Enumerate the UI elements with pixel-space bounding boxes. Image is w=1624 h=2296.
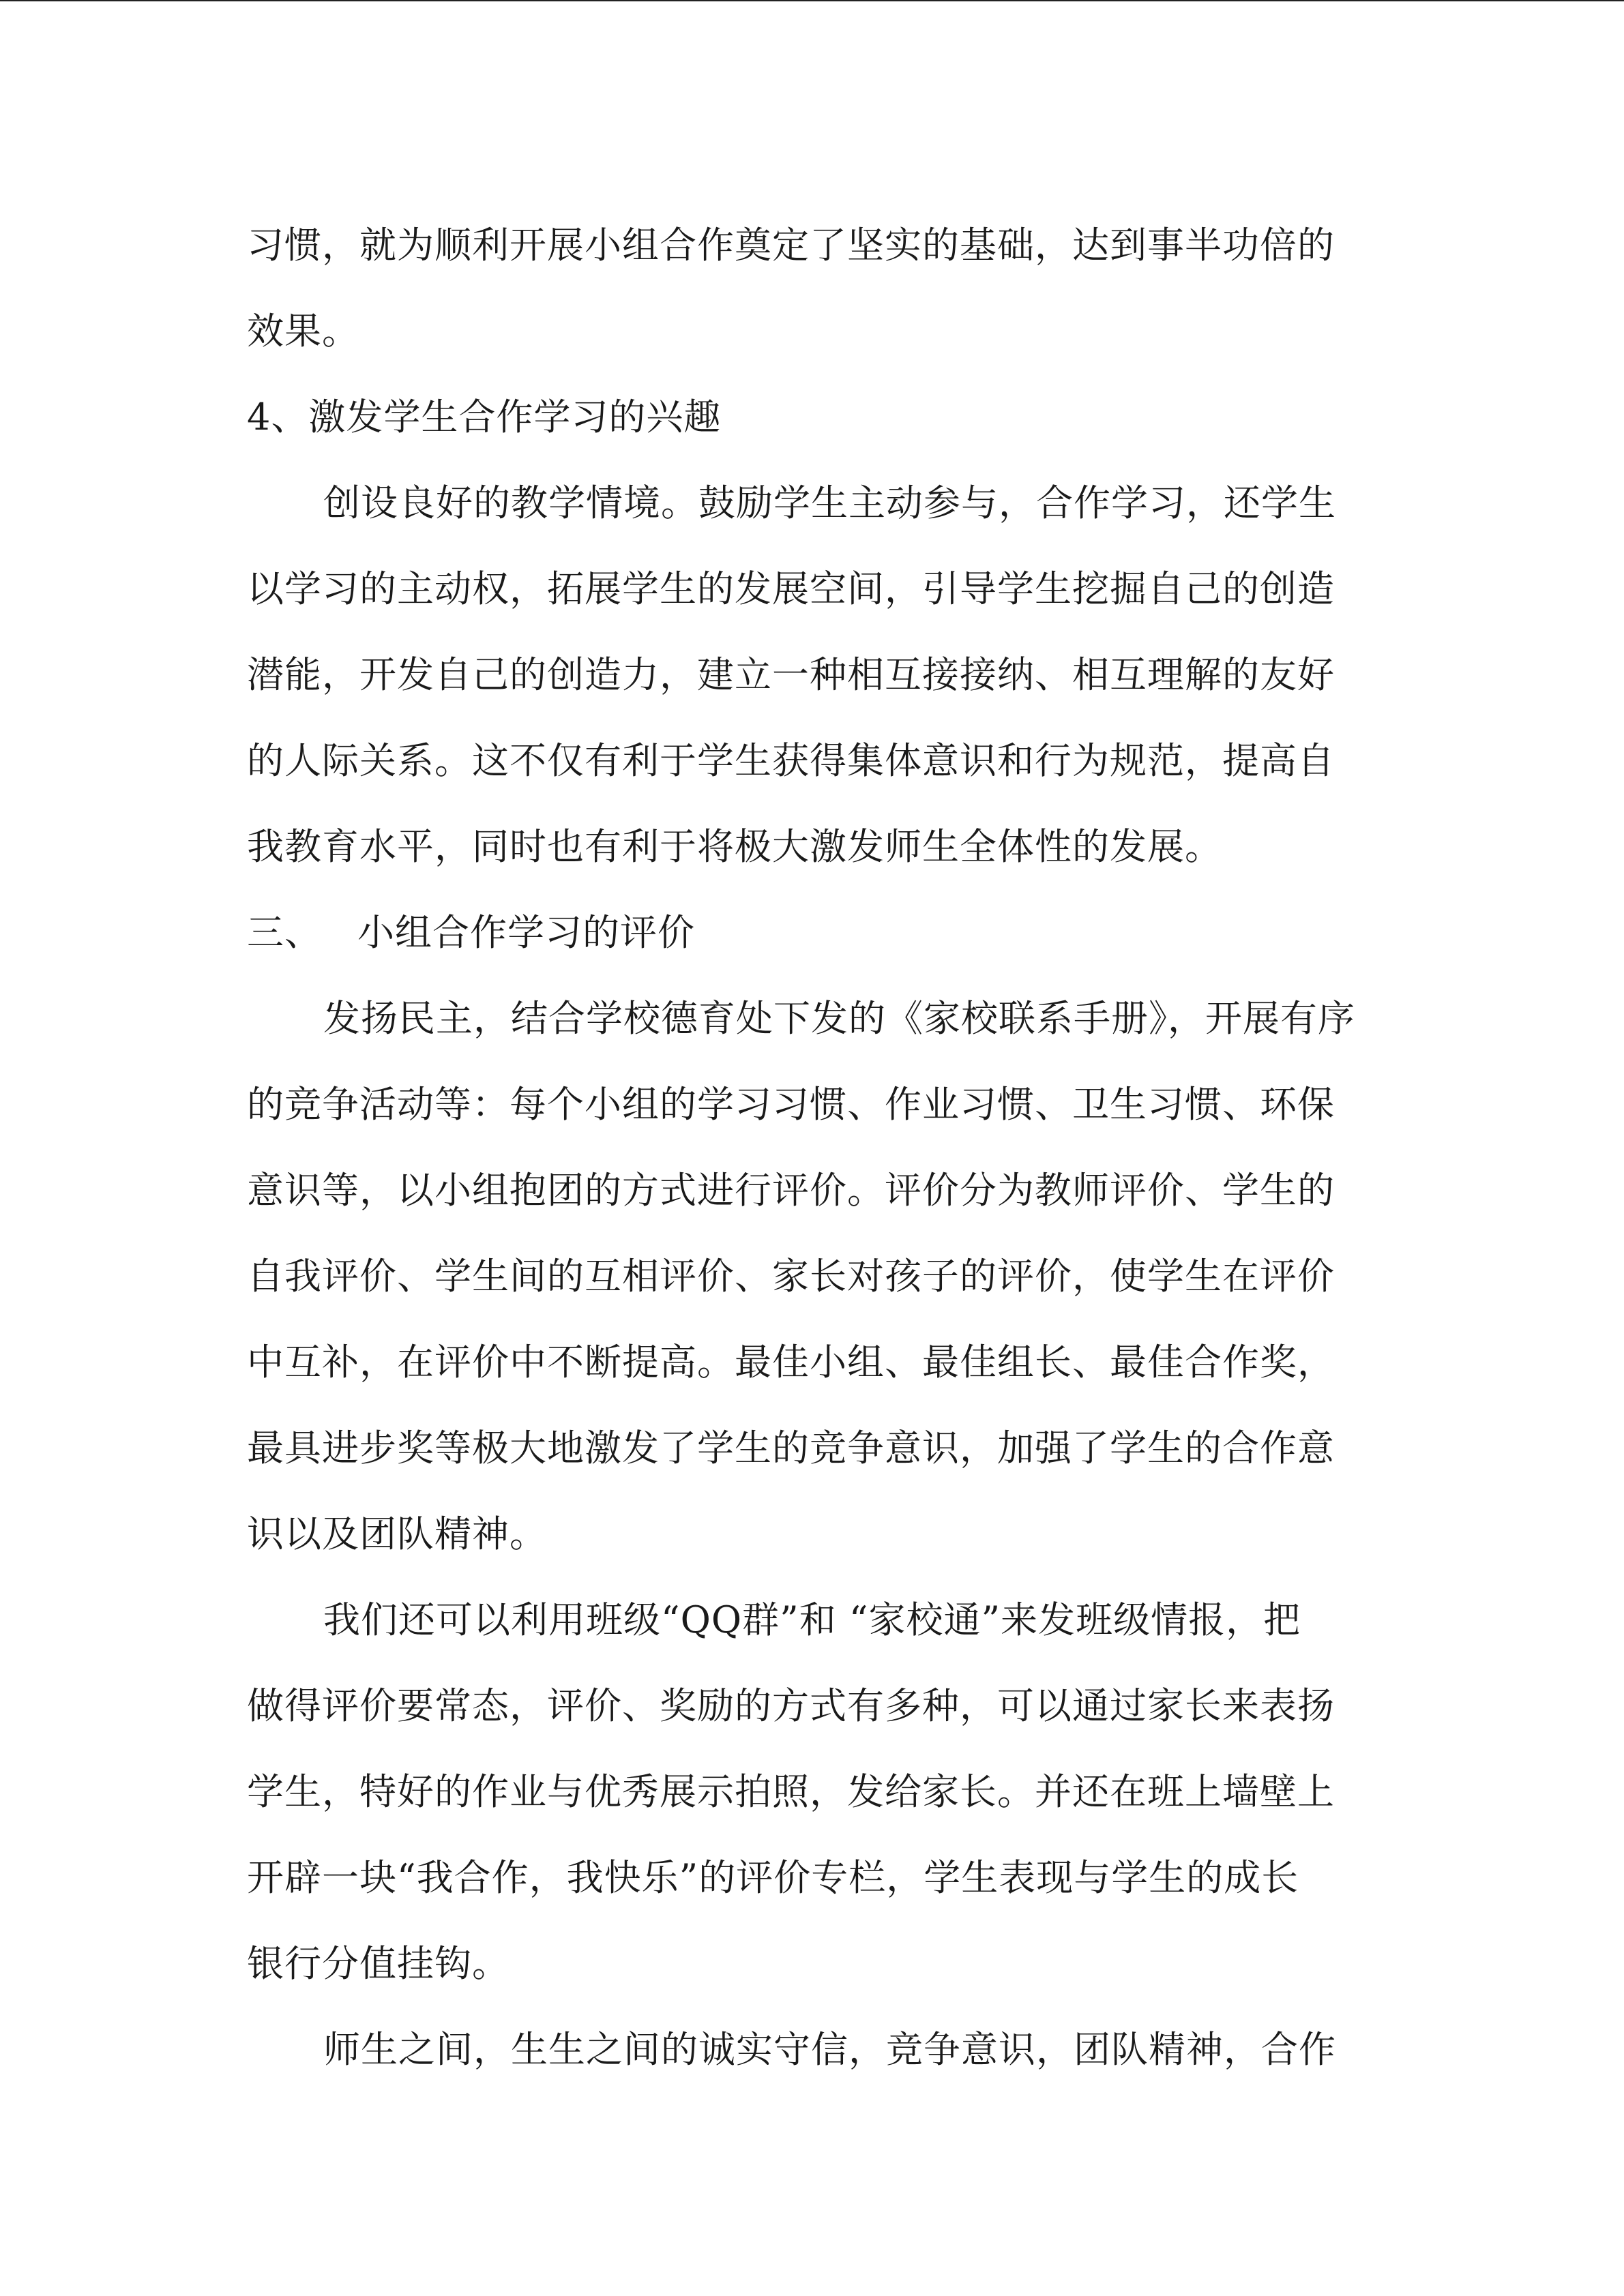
section-heading-4: 4、激发学生合作学习的兴趣 <box>247 396 722 438</box>
text-line: 意识等，以小组抱团的方式进行评价。评价分为教师评价、学生的 <box>247 1169 1335 1212</box>
text-line: 师生之间，生生之间的诚实守信，竞争意识，团队精神，合作 <box>323 2028 1336 2071</box>
text-line: 银行分值挂钩。 <box>247 1942 510 1985</box>
text-line: 以学习的主动权，拓展学生的发展空间，引导学生挖掘自己的创造 <box>247 567 1335 610</box>
text-line: 最具进步奖等极大地激发了学生的竞争意识，加强了学生的合作意 <box>247 1427 1335 1470</box>
document-body <box>247 203 1379 2093</box>
paragraph-democracy <box>247 976 1379 1577</box>
text-line: 的竞争活动等：每个小组的学习习惯、作业习惯、卫生习惯、环保 <box>247 1083 1335 1126</box>
text-line: 发扬民主，结合学校德育处下发的《家校联系手册》，开展有序 <box>323 997 1355 1040</box>
text-line: 我们还可以利用班级“QQ群”和 “家校通”来发班级情报，把 <box>323 1598 1301 1641</box>
section-title: 小组合作学习的评价 <box>357 911 695 954</box>
text-line: 自我评价、学生间的互相评价、家长对孩子的评价，使学生在评价 <box>247 1255 1335 1298</box>
text-line: 识以及团队精神。 <box>247 1512 547 1555</box>
paragraph-continuation <box>247 203 1379 374</box>
text-line: 做得评价要常态，评价、奖励的方式有多种，可以通过家长来表扬 <box>247 1684 1335 1727</box>
text-line: 学生，特好的作业与优秀展示拍照，发给家长。并还在班上墙壁上 <box>247 1770 1335 1813</box>
paragraph-teacher-student <box>247 2007 1379 2093</box>
text-line: 我教育水平，同时也有利于将极大激发师生全体性的发展。 <box>247 825 1222 868</box>
text-line: 创设良好的教学情境。鼓励学生主动参与，合作学习，还学生 <box>323 481 1336 524</box>
section-heading-3 <box>247 890 1379 976</box>
text-line: 开辟一块“我合作，我快乐”的评价专栏，学生表现与学生的成长 <box>247 1856 1299 1899</box>
text-line: 潜能，开发自己的创造力，建立一种相互接接纳、相互理解的友好 <box>247 653 1335 696</box>
text-line: 效果。 <box>247 310 359 353</box>
text-line: 中互补，在评价中不断提高。最佳小组、最佳组长、最佳合作奖， <box>247 1341 1335 1384</box>
paragraph-qq-group <box>247 1577 1379 2007</box>
paragraph-teaching-situation <box>247 460 1379 890</box>
text-line: 的人际关系。这不仅有利于学生获得集体意识和行为规范，提高自 <box>247 739 1335 782</box>
section-number: 三、 <box>247 911 322 954</box>
text-line: 习惯，就为顺利开展小组合作奠定了坚实的基础，达到事半功倍的 <box>247 224 1335 267</box>
